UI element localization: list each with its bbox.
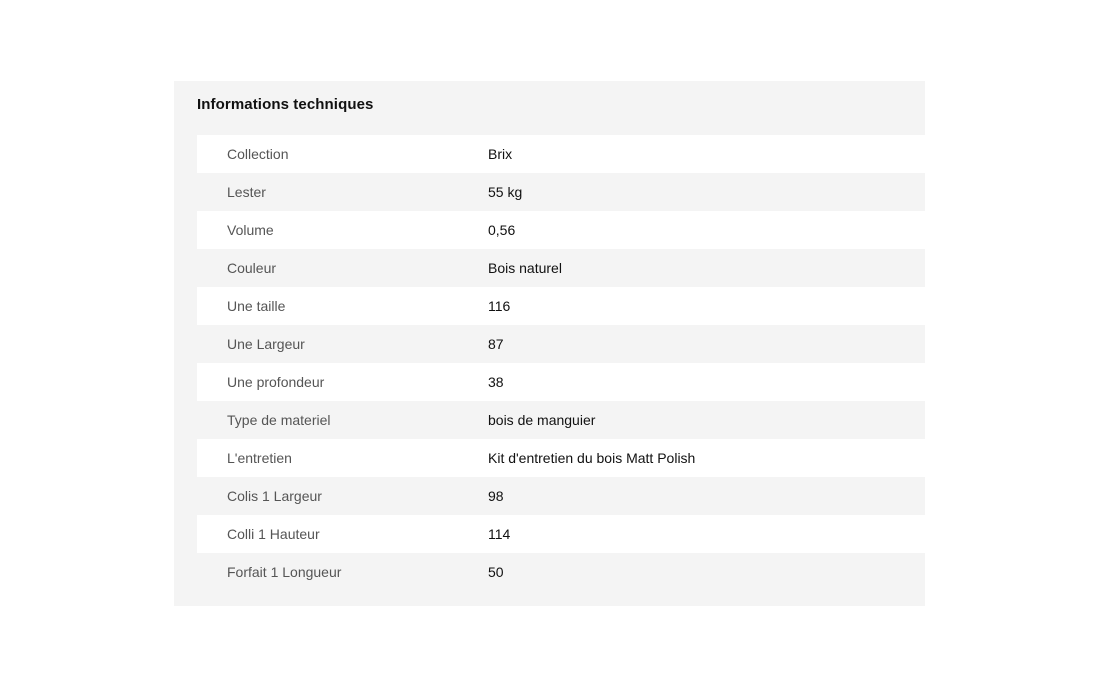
spec-label-entretien: L'entretien — [227, 450, 292, 466]
technical-info-panel — [174, 81, 925, 606]
spec-label-volume: Volume — [227, 222, 274, 238]
table-row — [197, 135, 925, 173]
spec-value-lester: 55 kg — [488, 184, 523, 200]
table-row — [197, 439, 925, 477]
section-title: Informations techniques — [197, 96, 374, 113]
spec-label-colis-largeur: Colis 1 Largeur — [227, 488, 322, 504]
table-row — [197, 477, 925, 515]
spec-label-lester: Lester — [227, 184, 266, 200]
spec-label-largeur: Une Largeur — [227, 336, 305, 352]
spec-label-collection: Collection — [227, 146, 289, 162]
spec-label-colli-hauteur: Colli 1 Hauteur — [227, 526, 320, 542]
spec-label-materiel: Type de materiel — [227, 412, 331, 428]
spec-value-profondeur: 38 — [488, 374, 504, 390]
table-row — [197, 401, 925, 439]
spec-value-largeur: 87 — [488, 336, 504, 352]
spec-value-materiel: bois de manguier — [488, 412, 596, 428]
spec-value-entretien: Kit d'entretien du bois Matt Polish — [488, 450, 696, 466]
spec-label-forfait-longueur: Forfait 1 Longueur — [227, 564, 342, 580]
table-row — [197, 287, 925, 325]
spec-value-volume: 0,56 — [488, 222, 516, 238]
table-row — [197, 515, 925, 553]
spec-label-profondeur: Une profondeur — [227, 374, 325, 390]
table-row — [197, 211, 925, 249]
spec-value-couleur: Bois naturel — [488, 260, 562, 276]
specs-table — [197, 135, 925, 591]
table-row — [197, 325, 925, 363]
table-row — [197, 173, 925, 211]
table-row — [197, 553, 925, 591]
spec-label-couleur: Couleur — [227, 260, 277, 276]
spec-label-taille: Une taille — [227, 298, 286, 314]
table-row — [197, 249, 925, 287]
spec-value-colli-hauteur: 114 — [488, 526, 511, 542]
spec-value-taille: 116 — [488, 298, 511, 314]
spec-value-forfait-longueur: 50 — [488, 564, 504, 580]
table-row — [197, 363, 925, 401]
spec-value-colis-largeur: 98 — [488, 488, 504, 504]
spec-value-collection: Brix — [488, 146, 513, 162]
